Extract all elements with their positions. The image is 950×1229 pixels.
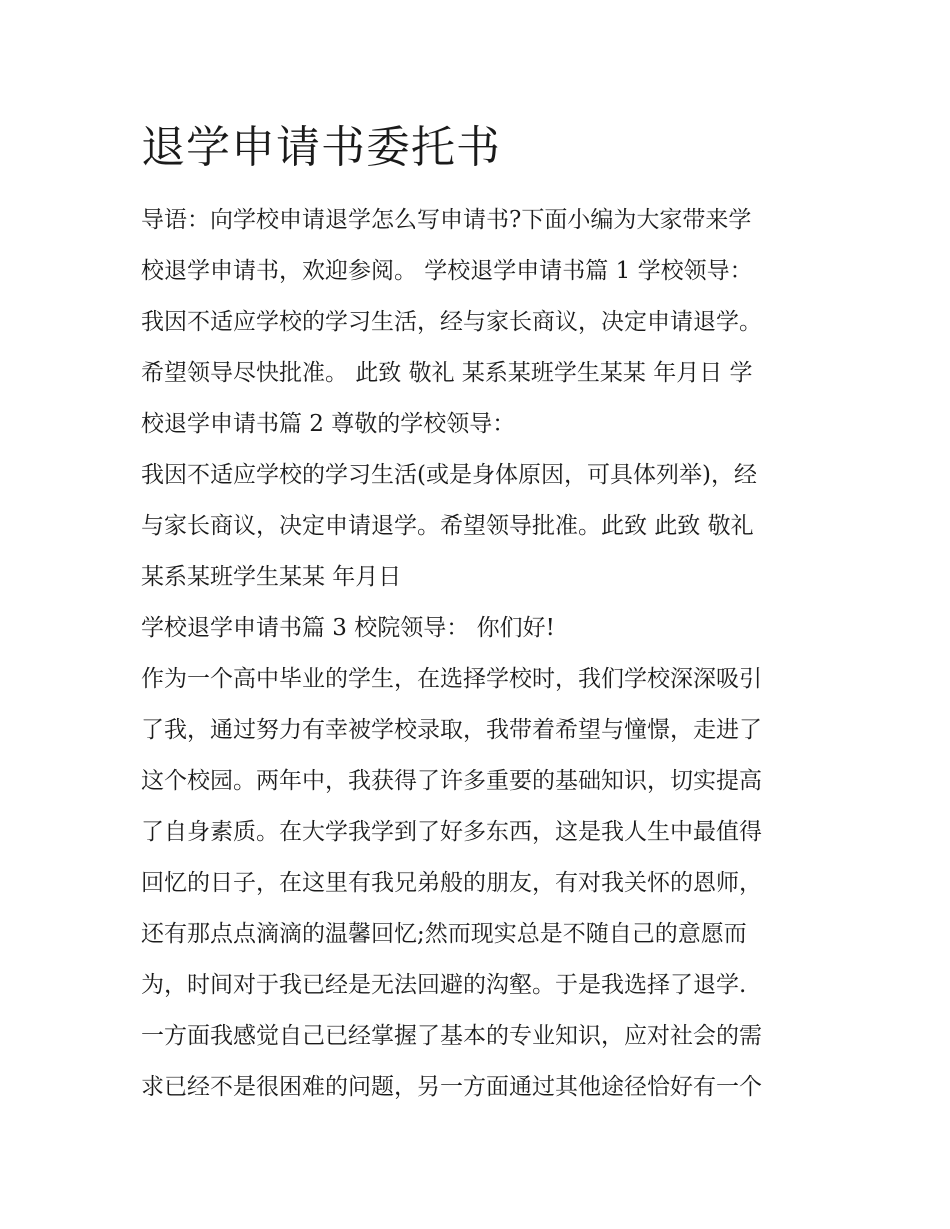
text-line: 作为一个高中毕业的学生，在选择学校时，我们学校深深吸引 — [141, 666, 762, 692]
text-line: 校退学申请书，欢迎参阅。 学校退学申请书篇 1 学校领导： — [141, 258, 753, 284]
text-line: 求已经不是很困难的问题，另一方面通过其他途径恰好有一个 — [141, 1074, 762, 1100]
text-line: 了我，通过努力有幸被学校录取，我带着希望与憧憬，走进了 — [141, 717, 762, 743]
text-line: 我因不适应学校的学习生活(或是身体原因，可具体列举)，经 — [141, 462, 757, 488]
text-line: 我因不适应学校的学习生活，经与家长商议，决定申请退学。 — [141, 309, 762, 335]
text-line: 回忆的日子，在这里有我兄弟般的朋友，有对我关怀的恩师， — [141, 870, 762, 896]
text-line: 学校退学申请书篇 3 校院领导： 你们好! — [141, 615, 555, 641]
text-line: 希望领导尽快批准。 此致 敬礼 某系某班学生某某 年月日 学 — [141, 360, 753, 386]
text-line: 校退学申请书篇 2 尊敬的学校领导： — [141, 411, 516, 437]
text-line: 一方面我感觉自己已经掌握了基本的专业知识，应对社会的需 — [141, 1023, 762, 1049]
text-line: 导语：向学校申请退学怎么写申请书?下面小编为大家带来学 — [141, 207, 752, 233]
text-line: 为，时间对于我已经是无法回避的沟壑。于是我选择了退学. — [141, 972, 747, 998]
document-title: 退学申请书委托书 — [141, 122, 501, 173]
text-line: 与家长商议，决定申请退学。希望领导批准。此致 此致 敬礼 — [141, 513, 754, 539]
text-line: 这个校园。两年中，我获得了许多重要的基础知识，切实提高 — [141, 768, 762, 794]
document-body — [141, 195, 821, 1113]
text-line: 还有那点点滴滴的温馨回忆;然而现实总是不随自己的意愿而 — [141, 921, 747, 947]
text-line: 某系某班学生某某 年月日 — [141, 564, 402, 590]
text-line: 了自身素质。在大学我学到了好多东西，这是我人生中最值得 — [141, 819, 762, 845]
